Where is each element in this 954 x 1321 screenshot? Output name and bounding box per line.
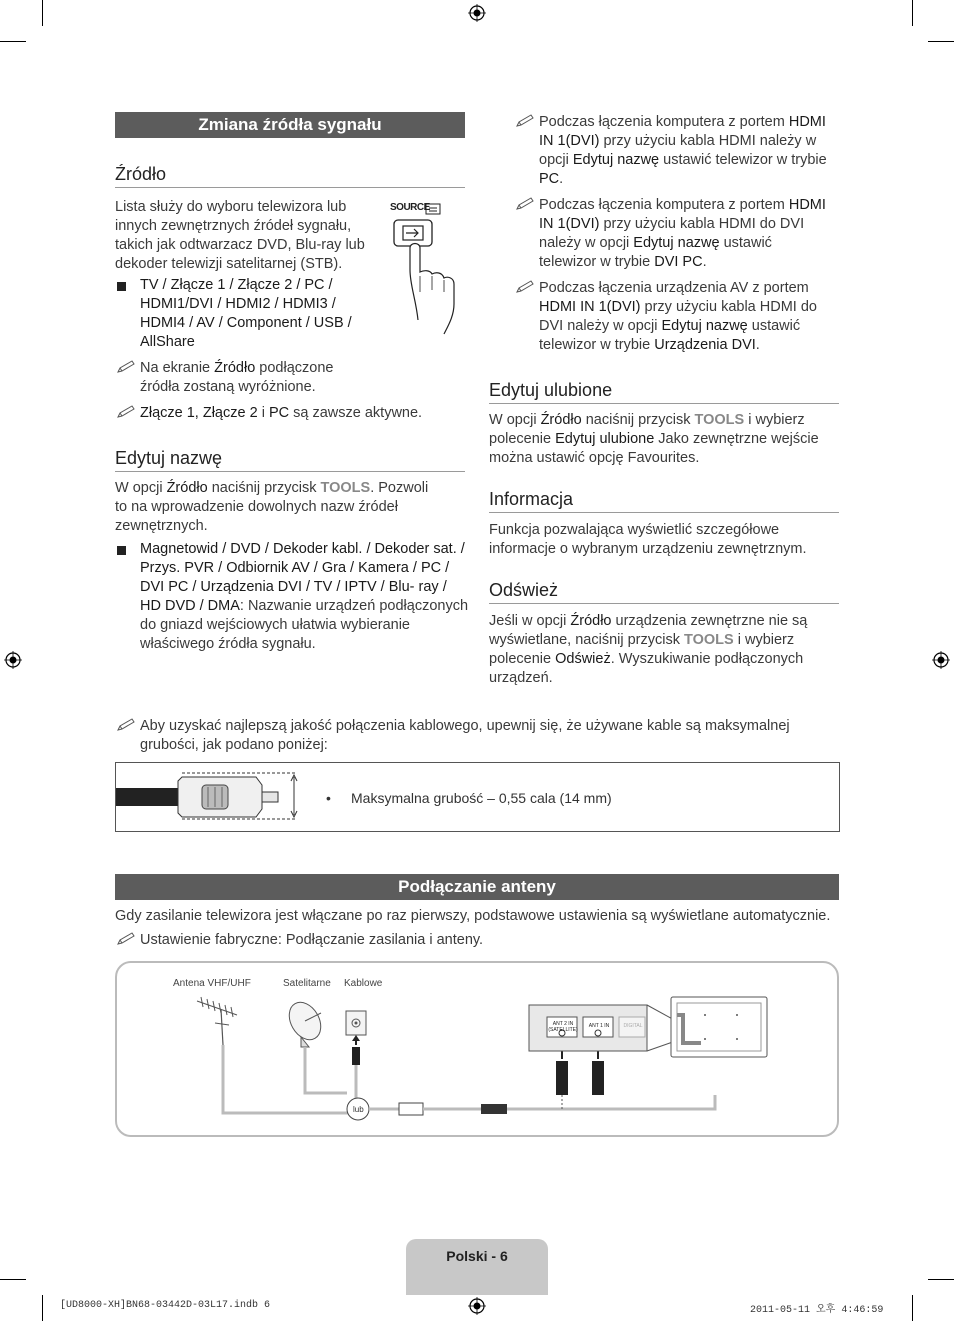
zrodlo-note-1: Na ekranie Źródło podłączone źródła zostaną wyróżnione. (140, 360, 334, 395)
heading-odswiez: Odśwież (489, 580, 839, 604)
label-cable: Kablowe (344, 978, 383, 989)
heading-informacja: Informacja (489, 489, 839, 513)
bullet-square (117, 546, 126, 555)
crop-mark (42, 1295, 43, 1321)
crop-mark (42, 0, 43, 26)
section-title-antenna: Podłączanie anteny (115, 874, 839, 900)
antenna-intro: Gdy zasilanie telewizora jest włączane po raz pierwszy, podstawowe ustawienia są wyświetlane automatycznie. (115, 908, 831, 924)
cable-connector-icon (116, 763, 316, 831)
port-ant2-label: ANT 2 IN (SATELLITE) (548, 1021, 578, 1033)
cable-wall-outlet-icon (346, 1011, 366, 1065)
note-pencil-icon (116, 359, 138, 375)
satellite-dish-icon (283, 997, 327, 1047)
heading-edytuj-nazwe: Edytuj nazwę (115, 448, 465, 472)
device-name-list: Magnetowid / DVD / Dekoder kabl. / Dekoder sat. / Przys. PVR / Odbiornik AV / Gra / Kamera / PC / DVI PC / Urządzenia DVI / TV / IPTV / Blu- ray / HD DVD / DMA: Nazwanie urządzeń podłączonych do gniazd wejściowych ułatwia wybieranie właściwego źródła sygnału. (140, 541, 469, 652)
note-pencil-icon (515, 279, 537, 295)
antenna-note: Ustawienie fabryczne: Podłączanie zasilania i anteny. (140, 932, 484, 948)
source-list: TV / Złącze 1 / Złącze 2 / PC / HDMI1/DVI / HDMI2 / HDMI3 / HDMI4 / AV / Component / USB / AllShare (140, 277, 352, 350)
heading-edytuj-ulubione: Edytuj ulubione (489, 380, 839, 404)
odswiez-text: Jeśli w opcji Źródło urządzenia zewnętrzne nie są wyświetlane, naciśnij przycisk TOOLS i wybierz polecenie Odśwież. Wyszukiwanie podłączonych urządzeń. (489, 613, 808, 686)
edytuj-nazwe-text: W opcji Źródło naciśnij przycisk TOOLS. Pozwoli to na wprowadzenie dowolnych nazw źródeł zewnętrznych. (115, 480, 429, 534)
page-number-tab: Polski - 6 (406, 1239, 548, 1295)
informacja-text: Funkcja pozwalająca wyświetlić szczegółowe informacje o wybranym urządzeniu zewnętrznym. (489, 522, 807, 557)
port-digital-label: DIGITAL (623, 1023, 643, 1029)
section-title-source-change: Zmiana źródła sygnału (115, 112, 465, 138)
registration-mark-icon (468, 4, 486, 22)
zrodlo-note-2: Złącze 1, Złącze 2 i PC są zawsze aktywne. (140, 405, 423, 421)
right-note-2: Podczas łączenia komputera z portem HDMI IN 1(DVI) przy użyciu kabla HDMI do DVI należy w opcji Edytuj nazwę ustawić telewizor w trybie DVI PC. (539, 197, 826, 270)
crop-mark (912, 0, 913, 26)
cable-max-thickness: Maksymalna grubość – 0,55 cala (14 mm) (351, 790, 612, 806)
label-satellite: Satelitarne (283, 978, 331, 989)
note-pencil-icon (116, 717, 138, 733)
hand-pressing-icon (388, 200, 468, 335)
footer-file-name: [UD8000-XH]BN68-03442D-03L17.indb 6 (60, 1300, 271, 1311)
crop-mark (0, 1279, 26, 1280)
port-ant1-label: ANT 1 IN (588, 1023, 610, 1029)
label-or: lub (353, 1105, 364, 1114)
cable-note: Aby uzyskać najlepszą jakość połączenia kablowego, upewnij się, że używane kable są maksymalnej grubości, jak podano poniżej: (140, 718, 790, 753)
footer-date: 2011-05-11 오후 4:46:59 (750, 1305, 884, 1316)
antenna-connection-drawing (117, 963, 837, 1135)
note-pencil-icon (515, 196, 537, 212)
edytuj-ulubione-text: W opcji Źródło naciśnij przycisk TOOLS i wybierz polecenie Edytuj ulubione Jako zewnętrzne wejście można ustawić opcję Favourites. (489, 412, 819, 466)
crop-mark (928, 41, 954, 42)
registration-mark-icon (932, 651, 950, 669)
heading-zrodlo: Źródło (115, 164, 465, 188)
note-pencil-icon (116, 931, 138, 947)
bullet-dot: • (326, 790, 331, 806)
note-pencil-icon (515, 113, 537, 129)
crop-mark (0, 41, 26, 42)
bullet-square (117, 282, 126, 291)
source-button-illustration (388, 200, 468, 335)
crop-mark (928, 1279, 954, 1280)
registration-mark-icon (4, 651, 22, 669)
label-vhf-uhf: Antena VHF/UHF (173, 978, 251, 989)
crop-mark (912, 1295, 913, 1321)
antenna-diagram (115, 961, 839, 1137)
source-button-label: SOURCE (390, 202, 430, 213)
cable-thickness-box (115, 762, 840, 832)
right-note-3: Podczas łączenia urządzenia AV z portem HDMI IN 1(DVI) przy użyciu kabla HDMI do DVI należy w opcji Edytuj nazwę ustawić telewizor w trybie Urządzenia DVI. (539, 280, 817, 353)
zrodlo-intro: Lista służy do wyboru telewizora lub innych zewnętrznych źródeł sygnału, takich jak odtwarzacz DVD, Blu-ray lub dekoder telewizji satelitarnej (STB). (115, 199, 365, 272)
tv-icon (671, 997, 767, 1057)
note-pencil-icon (116, 404, 138, 420)
right-note-1: Podczas łączenia komputera z portem HDMI IN 1(DVI) przy użyciu kabla HDMI należy w opcji Edytuj nazwę ustawić telewizor w trybie PC. (539, 114, 827, 187)
registration-mark-icon (468, 1297, 486, 1315)
vhf-uhf-antenna-icon (197, 997, 237, 1045)
